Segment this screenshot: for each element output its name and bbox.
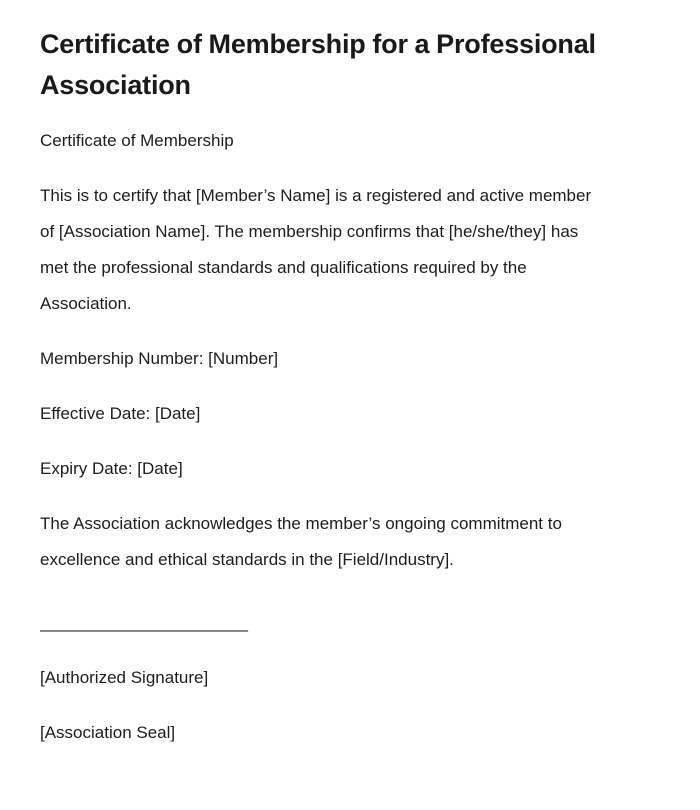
- signature-rule: ______________________: [40, 613, 249, 632]
- membership-number-line: Membership Number: [Number]: [40, 349, 279, 368]
- page-title: Certificate of Membership for a Professional Association: [40, 29, 596, 100]
- effective-date-line: Effective Date: [Date]: [40, 404, 201, 423]
- expiry-date-line: Expiry Date: [Date]: [40, 459, 183, 478]
- association-seal-label: [Association Seal]: [40, 723, 176, 742]
- document-body: [40, 123, 596, 751]
- certificate-heading-line: Certificate of Membership: [40, 131, 234, 150]
- certification-paragraph: This is to certify that [Member’s Name] is a registered and active member of [Association Name]. The membership confirms that [he/she/they] has met the professional standards and qualifications required by the Association.: [40, 186, 592, 313]
- signature-spacer: [40, 597, 596, 605]
- authorized-signature-label: [Authorized Signature]: [40, 668, 209, 687]
- acknowledgement-paragraph: The Association acknowledges the member’s ongoing commitment to excellence and ethical standards in the [Field/Industry].: [40, 514, 562, 569]
- certificate-document: [40, 0, 596, 751]
